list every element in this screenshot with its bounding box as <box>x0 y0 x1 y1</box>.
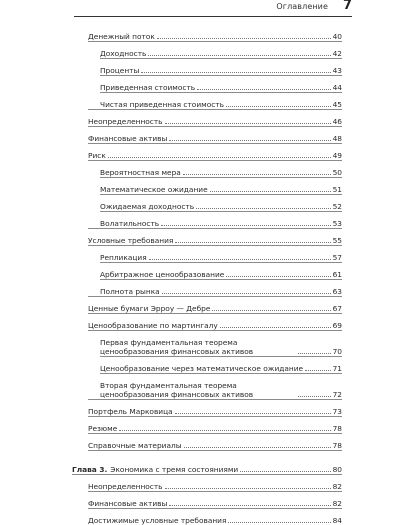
toc-entry-page: 61 <box>332 270 342 279</box>
toc-entry[interactable] <box>88 49 342 58</box>
dot-leader <box>165 122 331 124</box>
entry-gap <box>88 509 342 516</box>
toc-entry-label: Волатильность <box>100 219 160 228</box>
toc-entry[interactable] <box>88 364 342 373</box>
toc-entry[interactable] <box>88 32 342 41</box>
dot-leader <box>228 521 330 523</box>
toc-entry-page: 53 <box>332 219 342 228</box>
entry-gap <box>88 229 342 236</box>
toc-entry-page: 67 <box>332 304 342 313</box>
toc-entry-label: Доходность <box>100 49 147 58</box>
toc-entry-page: 82 <box>332 482 342 491</box>
toc-entry[interactable] <box>88 321 342 330</box>
toc-entry[interactable] <box>88 151 342 160</box>
toc-entry-page: 70 <box>332 347 342 356</box>
toc-entry-label: Финансовые активы <box>88 499 168 508</box>
toc-entry-page: 42 <box>332 49 342 58</box>
dot-leader <box>210 190 331 192</box>
toc-entry[interactable] <box>88 83 342 92</box>
toc-entry[interactable] <box>88 236 342 245</box>
dot-leader <box>175 412 331 414</box>
toc-entry-page: 84 <box>332 516 342 525</box>
dot-leader <box>169 139 330 141</box>
toc-entry[interactable] <box>88 499 342 508</box>
toc-entry[interactable] <box>88 253 342 262</box>
toc-entry-label: Ценные бумаги Эрроу — Дебре <box>88 304 211 313</box>
entry-gap <box>88 144 342 151</box>
dot-leader <box>220 326 331 328</box>
toc-entry-page: 45 <box>332 100 342 109</box>
entry-gap <box>88 127 342 134</box>
entry-gap <box>88 110 342 117</box>
toc-entry-page: 72 <box>332 390 342 399</box>
toc-entry-label: Резюме <box>88 424 118 433</box>
dot-leader <box>197 88 330 90</box>
toc-entry[interactable] <box>88 516 342 525</box>
entry-gap <box>88 42 342 49</box>
toc-entry[interactable] <box>88 424 342 433</box>
entry-gap <box>88 434 342 441</box>
toc-entry-page: 43 <box>332 66 342 75</box>
chapter-number: Глава 3. <box>72 465 108 474</box>
dot-leader <box>226 105 331 107</box>
dot-leader <box>141 71 330 73</box>
toc-entry-page: 52 <box>332 202 342 211</box>
toc-entry-page: 57 <box>332 253 342 262</box>
dot-leader <box>183 173 331 175</box>
entry-gap <box>88 178 342 185</box>
toc-entry[interactable] <box>88 202 342 211</box>
toc-entry-page: 78 <box>332 424 342 433</box>
toc-entry-page: 69 <box>332 321 342 330</box>
toc-entry[interactable] <box>88 441 342 450</box>
entry-gap <box>88 280 342 287</box>
dot-leader <box>169 504 330 506</box>
toc-entry-label: Справочные материалы <box>88 441 182 450</box>
toc-entry-label: Неопределенность <box>88 482 163 491</box>
toc-entry[interactable] <box>88 304 342 313</box>
toc-entry-label: Условные требования <box>88 236 174 245</box>
toc-entry-label: Проценты <box>100 66 140 75</box>
dot-leader <box>240 470 330 472</box>
toc-entry-label: Денежный поток <box>88 32 155 41</box>
entry-gap <box>88 195 342 202</box>
entry-gap <box>88 492 342 499</box>
toc-entry-label: Математическое ожидание <box>100 185 208 194</box>
running-title: Оглавление <box>276 2 328 11</box>
toc-entry-page: 71 <box>332 364 342 373</box>
toc-entry[interactable] <box>88 381 342 399</box>
dot-leader <box>162 292 331 294</box>
entry-gap <box>88 357 342 364</box>
toc-entry-label: Достижимые условные требования <box>88 516 227 525</box>
entry-gap <box>88 212 342 219</box>
entry-gap <box>88 246 342 253</box>
toc-entry-page: 82 <box>332 499 342 508</box>
toc-entry-label: Ценообразование по мартингалу <box>88 321 218 330</box>
toc-entry[interactable] <box>88 407 342 416</box>
toc-entry[interactable] <box>88 134 342 143</box>
toc-entry[interactable] <box>88 287 342 296</box>
entry-gap <box>88 417 342 424</box>
entry-gap <box>88 93 342 100</box>
dot-leader <box>212 309 330 311</box>
entry-gap <box>88 263 342 270</box>
toc-entry-page: 73 <box>332 407 342 416</box>
toc-entry-label: Риск <box>88 151 106 160</box>
toc-entry-page: 49 <box>332 151 342 160</box>
dot-leader <box>149 258 331 260</box>
dot-leader <box>108 156 331 158</box>
dot-leader <box>175 241 330 243</box>
toc-entry-label: Вторая фундаментальная теорема ценообразования финансовых активов <box>100 381 254 399</box>
entry-gap <box>88 331 342 338</box>
toc-entry-label: Вероятностная мера <box>100 168 181 177</box>
toc-entry[interactable] <box>88 482 342 491</box>
page-number: 7 <box>342 0 352 13</box>
toc-entry[interactable] <box>88 168 342 177</box>
toc-entry-label: Первая фундаментальная теорема ценообразования финансовых активов <box>100 338 254 356</box>
page-header <box>74 0 352 17</box>
dot-leader <box>165 487 331 489</box>
dot-leader <box>298 395 331 397</box>
entry-gap <box>88 297 342 304</box>
dot-leader <box>305 369 331 371</box>
entry-gap <box>88 76 342 83</box>
toc-chapter-entry[interactable] <box>72 465 342 474</box>
dot-leader <box>157 37 331 39</box>
entry-gap <box>88 374 342 381</box>
toc-entry-page: 63 <box>332 287 342 296</box>
toc-entry-page: 51 <box>332 185 342 194</box>
toc-entry-label: Репликация <box>100 253 147 262</box>
toc-entry-label: Ценообразование через математическое ожидание <box>100 364 304 373</box>
toc-entry-page: 50 <box>332 168 342 177</box>
entry-gap <box>88 161 342 168</box>
toc-entry-label: Финансовые активы <box>88 134 168 143</box>
table-of-contents <box>72 32 342 525</box>
entry-gap <box>88 475 342 482</box>
toc-entry[interactable] <box>88 117 342 126</box>
toc-entry[interactable] <box>88 338 342 356</box>
toc-entry-page: 48 <box>332 134 342 143</box>
toc-entry[interactable] <box>88 66 342 75</box>
dot-leader <box>298 352 331 354</box>
toc-entry-page: 55 <box>332 236 342 245</box>
toc-entry-label: Портфель Марковица <box>88 407 173 416</box>
dot-leader <box>226 275 330 277</box>
dot-leader <box>196 207 331 209</box>
toc-entry-label: Приведенная стоимость <box>100 83 196 92</box>
toc-entry-label: Экономика с тремя состояниями <box>110 465 239 474</box>
dot-leader <box>119 429 330 431</box>
toc-entry-page: 78 <box>332 441 342 450</box>
toc-entry-label: Чистая приведенная стоимость <box>100 100 224 109</box>
toc-entry[interactable] <box>88 219 342 228</box>
toc-entry-page: 44 <box>332 83 342 92</box>
dot-leader <box>148 54 330 56</box>
section-gap <box>88 451 342 465</box>
toc-entry[interactable] <box>88 185 342 194</box>
entry-gap <box>88 314 342 321</box>
toc-entry[interactable] <box>88 100 342 109</box>
toc-entry-page: 40 <box>332 32 342 41</box>
dot-leader <box>184 446 331 448</box>
toc-entry-label: Полнота рынка <box>100 287 160 296</box>
toc-entry-label: Арбитражное ценообразование <box>100 270 225 279</box>
toc-entry-page: 46 <box>332 117 342 126</box>
toc-entry-page: 80 <box>332 465 342 474</box>
entry-gap <box>88 400 342 407</box>
dot-leader <box>161 224 330 226</box>
toc-entry[interactable] <box>88 270 342 279</box>
entry-gap <box>88 59 342 66</box>
toc-entry-label: Неопределенность <box>88 117 163 126</box>
toc-entry-label: Ожидаемая доходность <box>100 202 195 211</box>
